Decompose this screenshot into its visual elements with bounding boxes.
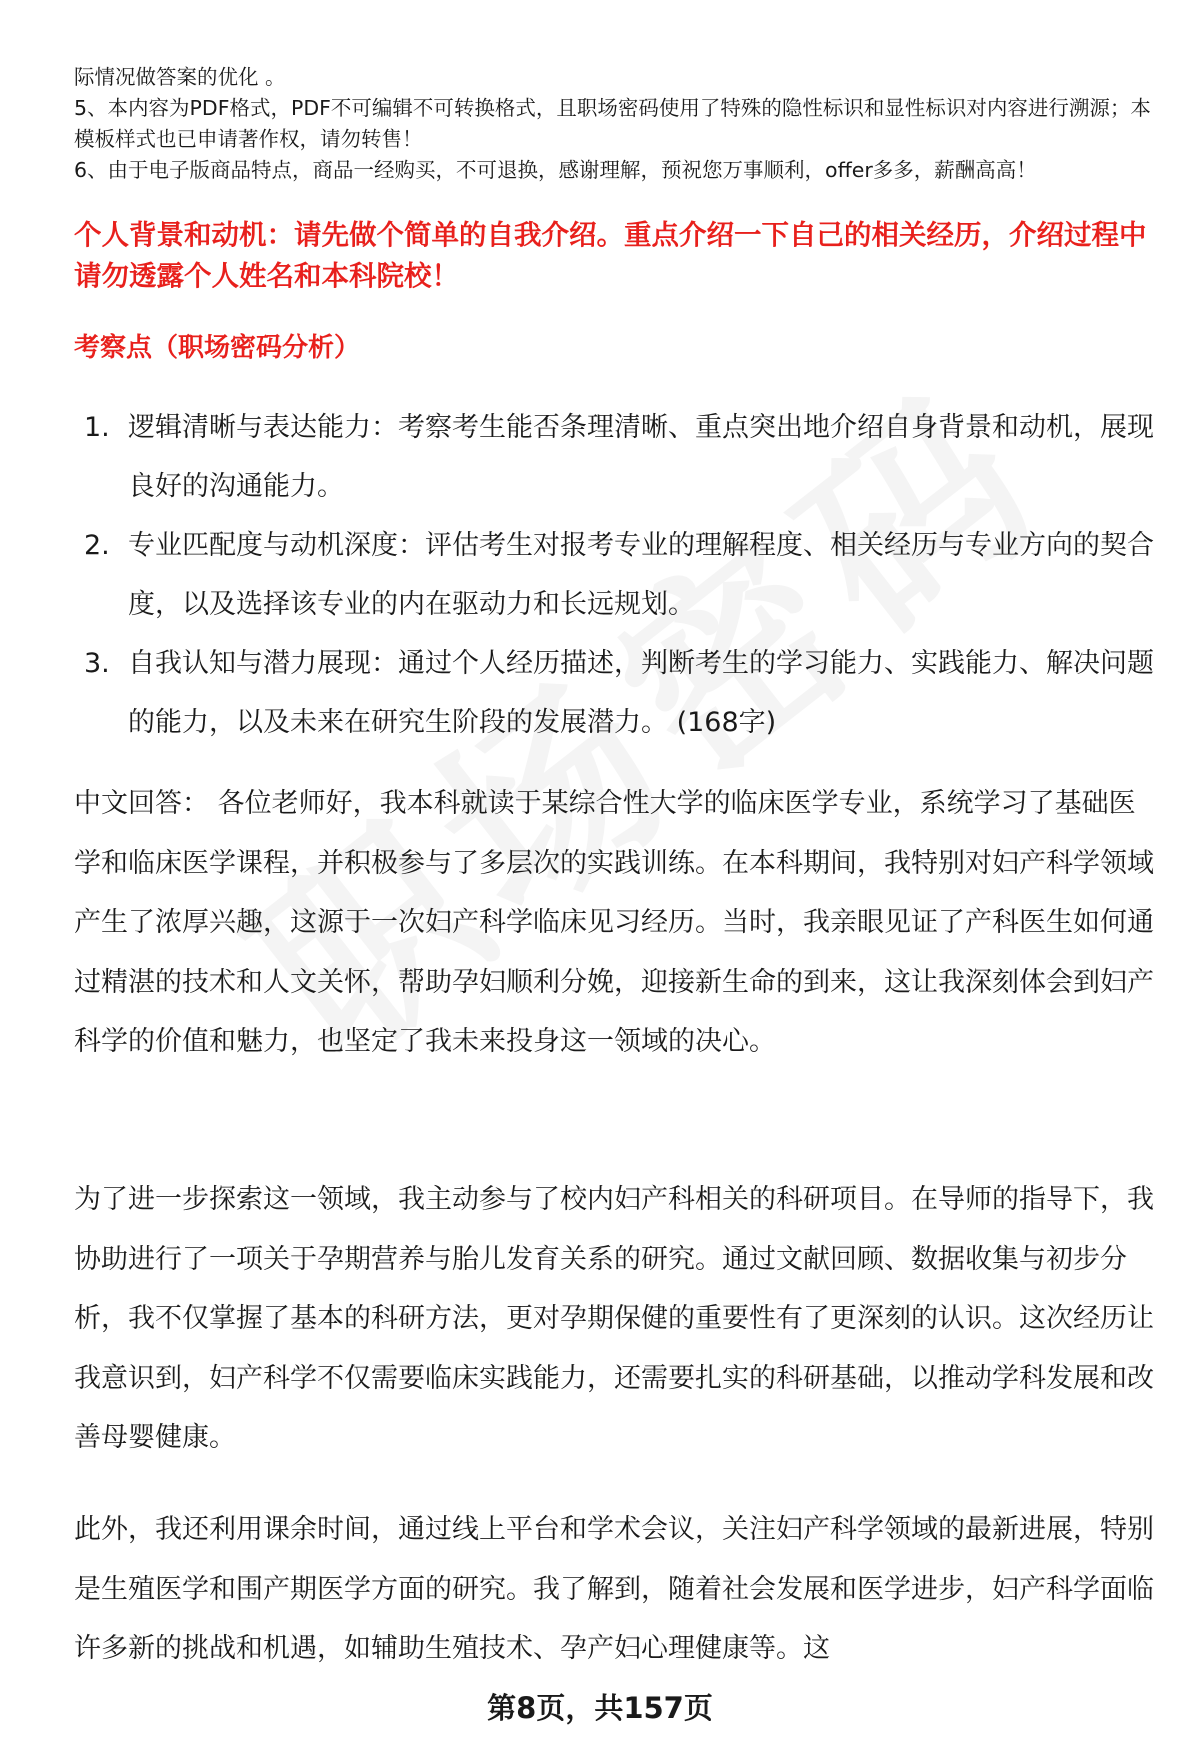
answer-paragraph: 为了进一步探索这一领域，我主动参与了校内妇产科相关的科研项目。在导师的指导下，我协助进行了一项关于孕期营养与胎儿发育关系的研究。通过文献回顾、数据收集与初步分析，我不仅掌握了基本的科研方法，更对孕期保健的重要性有了更深刻的认识。这次经历让我意识到，妇产科学不仅需要临床实践能力，还需要扎实的科研基础，以推动学科发展和改善母婴健康。 [74, 1184, 1154, 1453]
list-item-text: 逻辑清晰与表达能力：考察考生能否条理清晰、重点突出地介绍自身背景和动机，展现良好的沟通能力。 [128, 412, 1154, 502]
answer-paragraph: 此外，我还利用课余时间，通过线上平台和学术会议，关注妇产科学领域的最新进展，特别是生殖医学和围产期医学方面的研究。我了解到，随着社会发展和医学进步，妇产科学面临许多新的挑战和机遇，如辅助生殖技术、孕产妇心理健康等。这 [74, 1514, 1154, 1664]
list-item-number: 3. [84, 648, 110, 679]
question-heading: 个人背景和动机：请先做个简单的自我介绍。重点介绍一下自己的相关经历，介绍过程中请勿透露个人姓名和本科院校！ [74, 219, 1147, 292]
list-item-text: 自我认知与潜力展现：通过个人经历描述，判断考生的学习能力、实践能力、解决问题的能力，以及未来在研究生阶段的发展潜力。 (168字) [128, 648, 1154, 738]
note-line: 6、由于电子版商品特点，商品一经购买，不可退换，感谢理解，预祝您万事顺利，offer多多，薪酬高高！ [74, 158, 1037, 182]
list-item-number: 2. [84, 530, 110, 561]
note-line: 际情况做答案的优化 。 [74, 65, 286, 89]
list-item-text: 专业匹配度与动机深度：评估考生对报考专业的理解程度、相关经历与专业方向的契合度，以及选择该专业的内在驱动力和长远规划。 [128, 530, 1154, 620]
notes-block [74, 62, 1164, 186]
analysis-points-list [74, 398, 1154, 752]
list-item [74, 516, 1154, 634]
note-line: 5、本内容为PDF格式，PDF不可编辑不可转换格式，且职场密码使用了特殊的隐性标识和显性标识对内容进行溯源；本模板样式也已申请著作权，请勿转售！ [74, 96, 1151, 151]
page-number: 第8页，共157页 [487, 1691, 713, 1725]
list-item-number: 1. [84, 412, 110, 443]
list-item [74, 634, 1154, 752]
list-item [74, 398, 1154, 516]
answer-paragraph: 中文回答： 各位老师好，我本科就读于某综合性大学的临床医学专业，系统学习了基础医学和临床医学课程，并积极参与了多层次的实践训练。在本科期间，我特别对妇产科学领域产生了浓厚兴趣，这源于一次妇产科学临床见习经历。当时，我亲眼见证了产科医生如何通过精湛的技术和人文关怀，帮助孕妇顺利分娩，迎接新生命的到来，这让我深刻体会到妇产科学的价值和魅力，也坚定了我未来投身这一领域的决心。 [74, 788, 1154, 1057]
analysis-title: 考察点（职场密码分析） [74, 333, 361, 363]
